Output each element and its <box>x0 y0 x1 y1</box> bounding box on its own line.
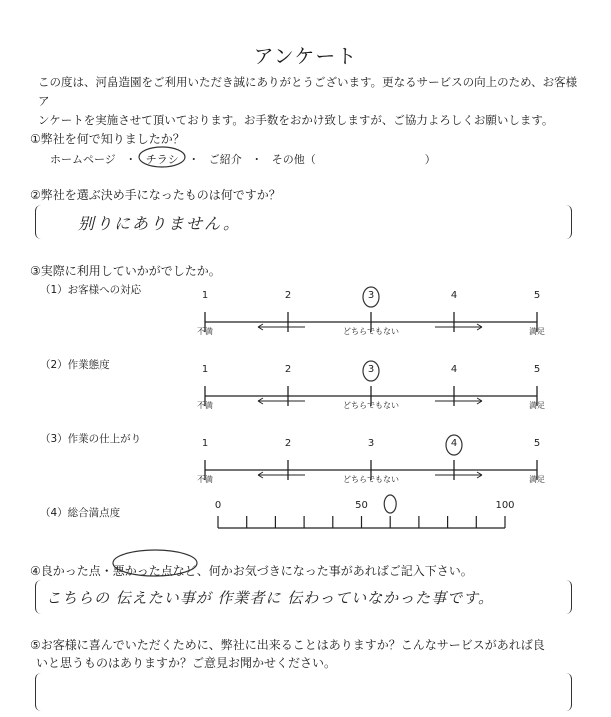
scale-number: 1 <box>201 290 209 301</box>
rating-item-3-label: （3）作業の仕上がり <box>40 433 142 445</box>
intro-line-2: ンケートを実施させて頂いております。お手数をおかけ致しますが、ご協力よろしくお願いします。 <box>38 113 554 127</box>
scale-number: 3 <box>367 290 375 301</box>
scale-right-label: 満足 <box>529 475 545 484</box>
selection-circle-icon <box>110 546 200 580</box>
scale-left-label: 不満 <box>197 475 213 484</box>
option-other[interactable]: その他（ <box>271 153 316 166</box>
question-5-answer-box[interactable] <box>35 673 572 711</box>
rating-item-4-label: （4）総合満点度 <box>40 507 121 519</box>
scale-mid-label: どちらでもない <box>343 401 399 410</box>
scale-number: 1 <box>201 364 209 375</box>
option-separator: ・ <box>251 153 263 166</box>
question-2-answer: 别りにありません。 <box>78 214 241 233</box>
scale-right-label: 満足 <box>529 327 545 336</box>
option-flyer[interactable]: チラシ <box>145 153 179 166</box>
scale-number: 5 <box>533 290 541 301</box>
scale-number: 3 <box>367 438 375 449</box>
scale-left-label: 不満 <box>197 327 213 336</box>
rating-item-1-label: （1）お客様への対応 <box>40 284 142 296</box>
option-separator: ・ <box>125 153 137 166</box>
overall-tick-label: 100 <box>495 500 515 511</box>
question-5-label-line-2: いと思うものはありますか？ご意見お聞かせください。 <box>36 656 337 670</box>
scale-right-label: 満足 <box>529 401 545 410</box>
scale-number: 2 <box>284 364 292 375</box>
scale-number: 4 <box>450 438 458 449</box>
question-5-label-line-1: ⑤お客様に喜んでいただくために、弊社に出来ることはありますか？こんなサービスがあれば良 <box>30 638 545 652</box>
question-2-label: ②弊社を選ぶ決め手になったものは何ですか？ <box>30 188 281 202</box>
rating-item-2-label: （2）作業態度 <box>40 359 110 371</box>
scale-mid-label: どちらでもない <box>343 327 399 336</box>
option-referral[interactable]: ご紹介 <box>208 153 242 166</box>
option-separator: ・ <box>188 153 200 166</box>
scale-number: 5 <box>533 438 541 449</box>
scale-number: 2 <box>284 290 292 301</box>
scale-number: 2 <box>284 438 292 449</box>
scale-number: 3 <box>367 364 375 375</box>
intro-line-1: この度は、河畠造園をご利用いただき誠にありがとうございます。更なるサービスの向上のため、お客様ア <box>38 75 578 108</box>
overall-selection-mark <box>384 495 396 513</box>
scale-mid-label: どちらでもない <box>343 475 399 484</box>
question-4-answer-box[interactable] <box>35 580 572 614</box>
scale-number: 4 <box>450 364 458 375</box>
question-4-label: ④良かった点・悪かった点など、何かお気づきになった事があればご記入下さい。 <box>30 564 473 578</box>
option-homepage[interactable]: ホームページ <box>50 153 116 166</box>
scale-left-label: 不満 <box>197 401 213 410</box>
scale-number: 5 <box>533 364 541 375</box>
option-other-close: ） <box>424 153 436 166</box>
overall-tick-label: 50 <box>355 500 368 511</box>
question-1-label: ①弊社を何で知りましたか？ <box>30 132 185 146</box>
overall-tick-label: 0 <box>214 500 222 511</box>
scale-number: 4 <box>450 290 458 301</box>
scale-number: 1 <box>201 438 209 449</box>
survey-title: アンケート <box>253 44 358 68</box>
question-3-label: ③実際に利用していかがでしたか。 <box>30 264 221 278</box>
question-4-answer: こちらの 伝えたい事が 作業者に 伝わっていなかった事です。 <box>46 589 494 607</box>
